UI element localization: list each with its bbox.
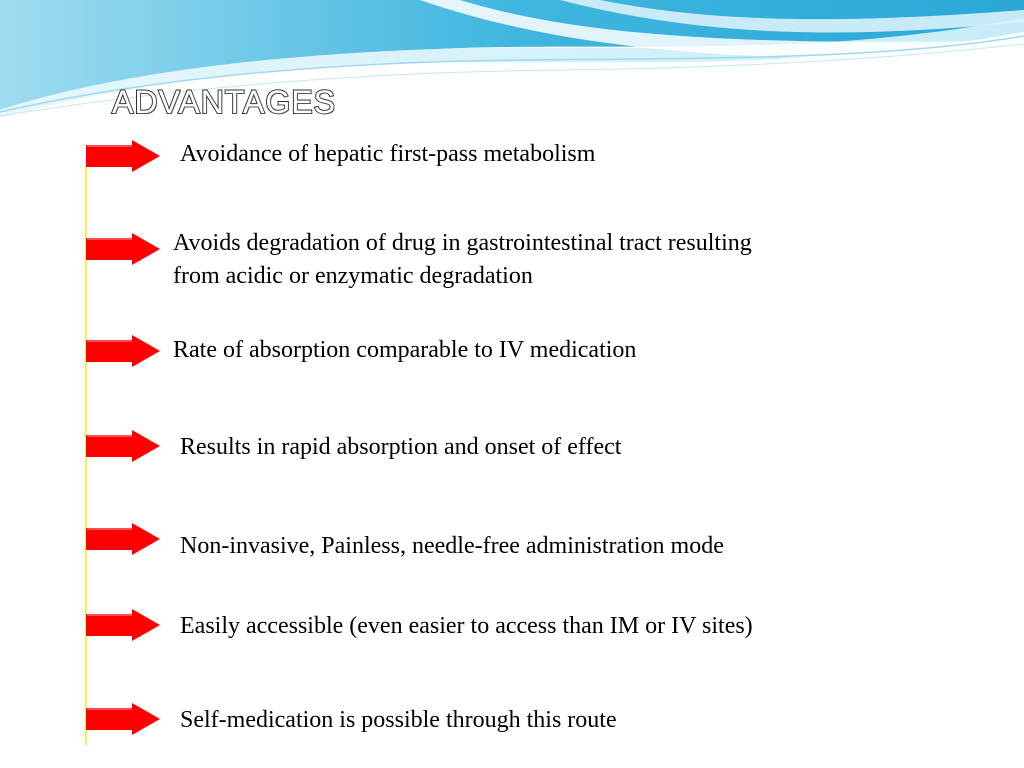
bullet-text-4: Results in rapid absorption and onset of effect	[180, 434, 622, 460]
bullet-text-5: Non-invasive, Painless, needle-free administration mode	[180, 533, 724, 559]
bullet-text-2-line1: Avoids degradation of drug in gastrointestinal tract resulting	[173, 230, 752, 256]
right-arrow-icon	[86, 233, 160, 265]
right-arrow-icon	[86, 140, 160, 172]
bullet-text-7: Self-medication is possible through this route	[180, 707, 617, 733]
right-arrow-icon	[86, 335, 160, 367]
slide-title: ADVANTAGES	[112, 84, 336, 120]
right-arrow-icon	[86, 609, 160, 641]
right-arrow-icon	[86, 430, 160, 462]
right-arrow-icon	[86, 703, 160, 735]
bullet-text-1: Avoidance of hepatic first-pass metabolism	[180, 141, 596, 167]
bullet-text-2-line2: from acidic or enzymatic degradation	[173, 263, 533, 289]
bullet-text-6: Easily accessible (even easier to access than IM or IV sites)	[180, 613, 753, 639]
bullet-text-3: Rate of absorption comparable to IV medication	[173, 337, 637, 363]
right-arrow-icon	[86, 523, 160, 555]
